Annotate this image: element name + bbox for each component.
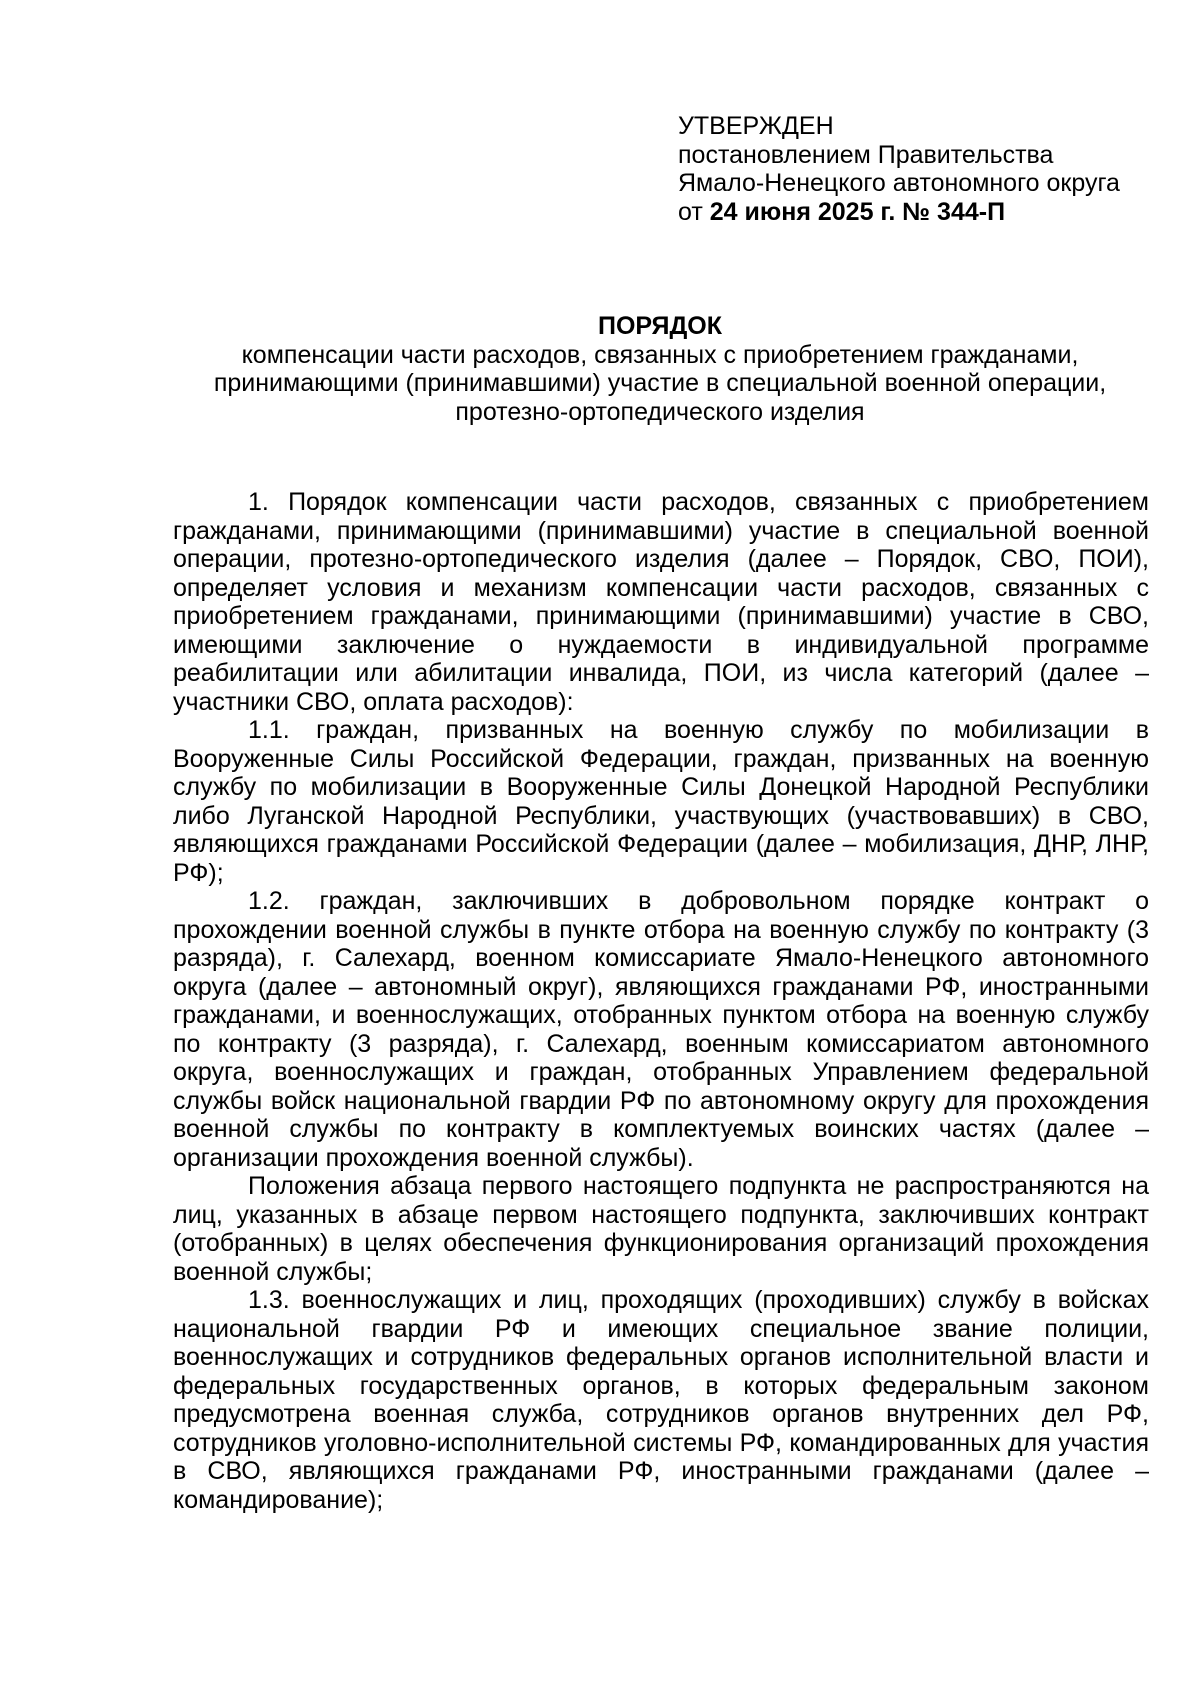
approval-line-1: постановлением Правительства xyxy=(678,140,1054,169)
approval-date-line xyxy=(678,198,1178,227)
title-line-2: принимающими (принимавшими) участие в специальной военной операции, xyxy=(213,369,1107,397)
document-body xyxy=(173,488,1149,1514)
approval-date-number: 24 июня 2025 г. № 344-П xyxy=(709,197,1006,226)
paragraph-1-2-note: Положения абзаца первого настоящего подпункта не распространяются на лиц, указанных в абзаце первом настоящего подпункта, заключивших контракт (отобранных) в целях обеспечения функционирования организаций прохождения военной службы; xyxy=(173,1172,1149,1286)
approval-stamp: УТВЕРЖДЕН xyxy=(678,112,834,140)
paragraph-1: 1. Порядок компенсации части расходов, связанных с приобретением гражданами, принимающими (принимавшими) участие в специальной военной операции, протезно-ортопедического изделия (далее – Порядок, СВО, ПОИ), определяет условия и механизм компенсации части расходов, связанных с приобретением гражданами, принимающими (принимавшими) участие в СВО, имеющими заключение о нуждаемости в индивидуальной программе реабилитации или абилитации инвалида, ПОИ, из числа категорий (далее – участники СВО, оплата расходов): xyxy=(173,488,1149,716)
approval-block xyxy=(678,112,1178,226)
paragraph-1-3: 1.3. военнослужащих и лиц, проходящих (проходивших) службу в войсках национальной гвардии РФ и имеющих специальное звание полиции, военнослужащих и сотрудников федеральных органов исполнительной власти и федеральных государственных органов, в которых федеральным законом предусмотрена военная служба, сотрудников органов внутренних дел РФ, сотрудников уголовно-исполнительной системы РФ, командированных для участия в СВО, являющихся гражданами РФ, иностранными гражданами (далее – командирование); xyxy=(173,1286,1149,1514)
paragraph-1-1: 1.1. граждан, призванных на военную службу по мобилизации в Вооруженные Силы Российской Федерации, граждан, призванных на военную службу по мобилизации в Вооруженные Силы Донецкой Народной Республики либо Луганской Народной Республики, участвующих (участвовавших) в СВО, являющихся гражданами Российской Федерации (далее – мобилизация, ДНР, ЛНР, РФ); xyxy=(173,716,1149,887)
document-title xyxy=(150,312,1170,426)
approval-line-2: Ямало-Ненецкого автономного округа xyxy=(678,169,1120,197)
approval-date-prefix: от xyxy=(678,197,703,226)
title-line-1: компенсации части расходов, связанных с приобретением гражданами, xyxy=(241,340,1079,369)
title-heading: ПОРЯДОК xyxy=(598,312,722,340)
paragraph-1-2: 1.2. граждан, заключивших в добровольном порядке контракт о прохождении военной службы в пункте отбора на военную службу по контракту (3 разряда), г. Салехард, военном комиссариате Ямало-Ненецкого автономного округа (далее – автономный округ), являющихся гражданами РФ, иностранными гражданами, и военнослужащих, отобранных пунктом отбора на военную службу по контракту (3 разряда), г. Салехард, военным комиссариатом автономного округа, военнослужащих и граждан, отобранных Управлением федеральной службы войск национальной гвардии РФ по автономному округу для прохождения военной службы по контракту в комплектуемых воинских частях (далее – организации прохождения военной службы). xyxy=(173,887,1149,1172)
title-line-3: протезно-ортопедического изделия xyxy=(455,397,865,426)
